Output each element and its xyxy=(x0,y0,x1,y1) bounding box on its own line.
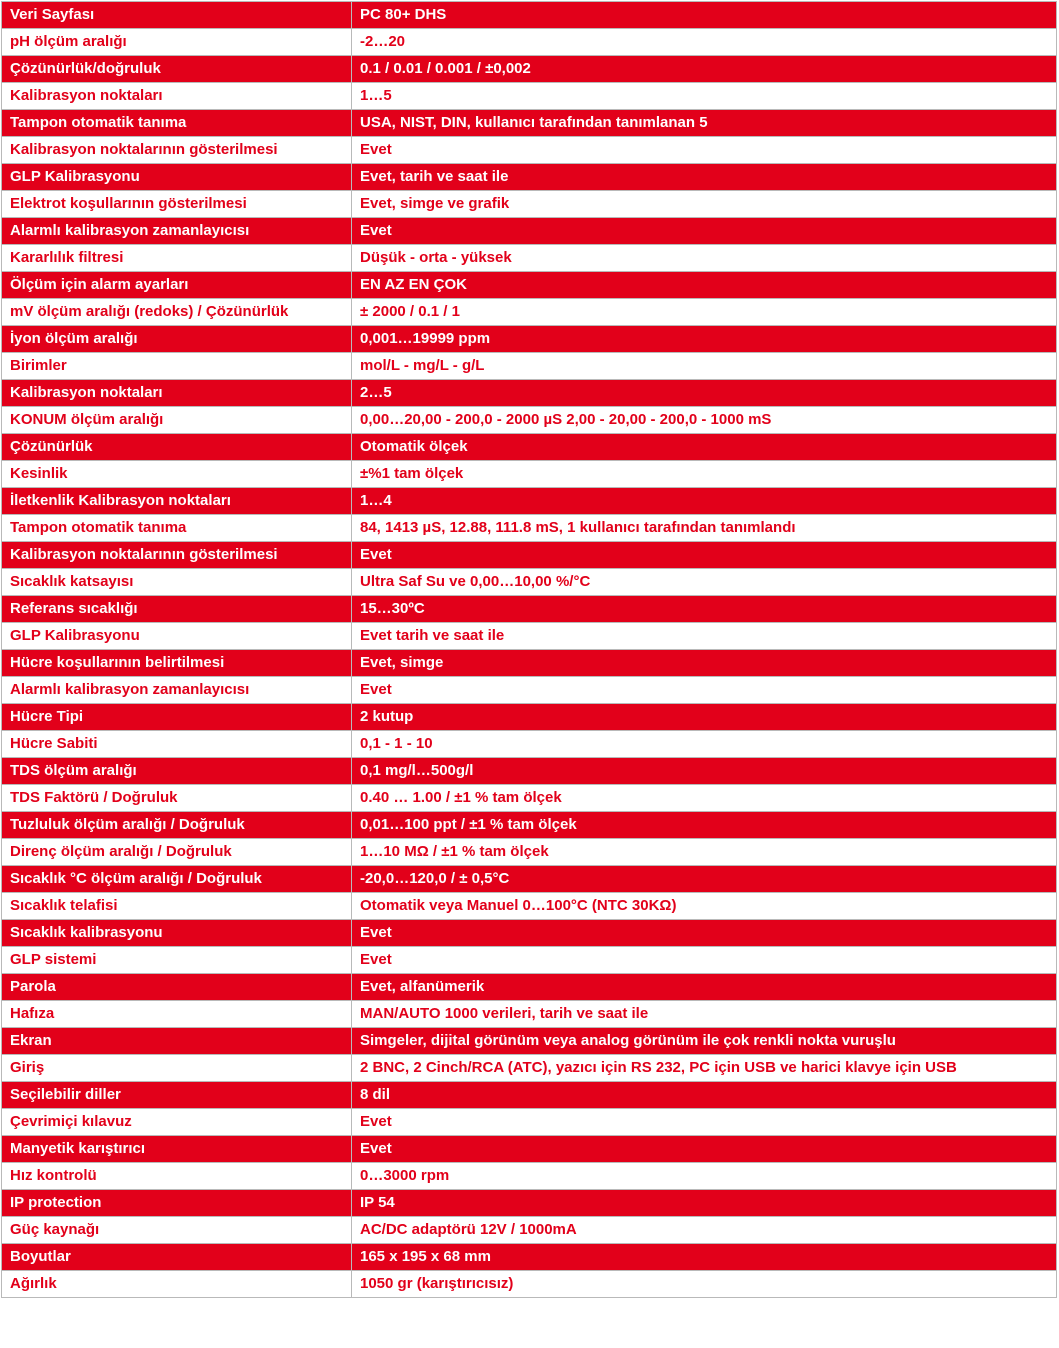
spec-value: EN AZ EN ÇOK xyxy=(352,272,1057,299)
table-row xyxy=(2,110,1057,137)
table-row xyxy=(2,353,1057,380)
spec-label: Referans sıcaklığı xyxy=(2,596,352,623)
spec-label: Manyetik karıştırıcı xyxy=(2,1136,352,1163)
spec-label: Çözünürlük/doğruluk xyxy=(2,56,352,83)
spec-value: 1…5 xyxy=(352,83,1057,110)
table-row xyxy=(2,326,1057,353)
spec-value: Evet xyxy=(352,947,1057,974)
spec-value: Evet, alfanümerik xyxy=(352,974,1057,1001)
spec-value: ± 2000 / 0.1 / 1 xyxy=(352,299,1057,326)
spec-label: Tampon otomatik tanıma xyxy=(2,515,352,542)
spec-value: IP 54 xyxy=(352,1190,1057,1217)
spec-value: Düşük - orta - yüksek xyxy=(352,245,1057,272)
spec-label: Tampon otomatik tanıma xyxy=(2,110,352,137)
table-row xyxy=(2,461,1057,488)
spec-value: Evet, simge ve grafik xyxy=(352,191,1057,218)
spec-label: Ekran xyxy=(2,1028,352,1055)
spec-label: GLP Kalibrasyonu xyxy=(2,164,352,191)
table-row xyxy=(2,704,1057,731)
spec-label: Direnç ölçüm aralığı / Doğruluk xyxy=(2,839,352,866)
table-row xyxy=(2,434,1057,461)
table-row xyxy=(2,677,1057,704)
spec-value: Simgeler, dijital görünüm veya analog görünüm ile çok renkli nokta vuruşlu xyxy=(352,1028,1057,1055)
table-row xyxy=(2,2,1057,29)
spec-label: KONUM ölçüm aralığı xyxy=(2,407,352,434)
table-row xyxy=(2,515,1057,542)
spec-label: Giriş xyxy=(2,1055,352,1082)
spec-value: Evet xyxy=(352,1109,1057,1136)
spec-label: Kalibrasyon noktalarının gösterilmesi xyxy=(2,542,352,569)
spec-label: Hücre koşullarının belirtilmesi xyxy=(2,650,352,677)
spec-value: MAN/AUTO 1000 verileri, tarih ve saat ile xyxy=(352,1001,1057,1028)
spec-label: IP protection xyxy=(2,1190,352,1217)
table-row xyxy=(2,488,1057,515)
datasheet-table xyxy=(1,1,1057,1298)
spec-label: Sıcaklık katsayısı xyxy=(2,569,352,596)
table-row xyxy=(2,1217,1057,1244)
table-row xyxy=(2,1001,1057,1028)
table-row xyxy=(2,1163,1057,1190)
table-row xyxy=(2,812,1057,839)
spec-label: Seçilebilir diller xyxy=(2,1082,352,1109)
spec-value: Evet tarih ve saat ile xyxy=(352,623,1057,650)
spec-value: 0,01…100 ppt / ±1 % tam ölçek xyxy=(352,812,1057,839)
table-row xyxy=(2,1190,1057,1217)
spec-label: İyon ölçüm aralığı xyxy=(2,326,352,353)
spec-value: Evet xyxy=(352,218,1057,245)
spec-value: Evet xyxy=(352,1136,1057,1163)
spec-value: Evet xyxy=(352,677,1057,704)
spec-value: ±%1 tam ölçek xyxy=(352,461,1057,488)
spec-value: Evet xyxy=(352,920,1057,947)
spec-label: Kesinlik xyxy=(2,461,352,488)
table-row xyxy=(2,272,1057,299)
spec-label: Sıcaklık kalibrasyonu xyxy=(2,920,352,947)
spec-label: Güç kaynağı xyxy=(2,1217,352,1244)
spec-value: 1…10 MΩ / ±1 % tam ölçek xyxy=(352,839,1057,866)
spec-value: -20,0…120,0 / ± 0,5°C xyxy=(352,866,1057,893)
table-row xyxy=(2,299,1057,326)
spec-value: USA, NIST, DIN, kullanıcı tarafından tanımlanan 5 xyxy=(352,110,1057,137)
table-row xyxy=(2,893,1057,920)
spec-value: Evet, simge xyxy=(352,650,1057,677)
table-row xyxy=(2,623,1057,650)
spec-value: 84, 1413 µS, 12.88, 111.8 mS, 1 kullanıcı tarafından tanımlandı xyxy=(352,515,1057,542)
spec-value: PC 80+ DHS xyxy=(352,2,1057,29)
table-row xyxy=(2,1028,1057,1055)
table-row xyxy=(2,947,1057,974)
table-row xyxy=(2,1055,1057,1082)
spec-label: Sıcaklık °C ölçüm aralığı / Doğruluk xyxy=(2,866,352,893)
table-row xyxy=(2,137,1057,164)
spec-value: 0.1 / 0.01 / 0.001 / ±0,002 xyxy=(352,56,1057,83)
table-row xyxy=(2,29,1057,56)
spec-label: GLP sistemi xyxy=(2,947,352,974)
spec-label: Hız kontrolü xyxy=(2,1163,352,1190)
table-row xyxy=(2,650,1057,677)
table-row xyxy=(2,569,1057,596)
spec-label: GLP Kalibrasyonu xyxy=(2,623,352,650)
table-row xyxy=(2,407,1057,434)
spec-label: Kalibrasyon noktalarının gösterilmesi xyxy=(2,137,352,164)
spec-label: Elektrot koşullarının gösterilmesi xyxy=(2,191,352,218)
table-row xyxy=(2,839,1057,866)
table-row xyxy=(2,245,1057,272)
spec-label: Birimler xyxy=(2,353,352,380)
table-row xyxy=(2,56,1057,83)
spec-value: 0,001…19999 ppm xyxy=(352,326,1057,353)
table-row xyxy=(2,542,1057,569)
spec-label: Kararlılık filtresi xyxy=(2,245,352,272)
spec-label: Ölçüm için alarm ayarları xyxy=(2,272,352,299)
table-row xyxy=(2,974,1057,1001)
spec-value: 2…5 xyxy=(352,380,1057,407)
spec-label: Çözünürlük xyxy=(2,434,352,461)
spec-value: 0,1 mg/l…500g/l xyxy=(352,758,1057,785)
spec-value: Otomatik veya Manuel 0…100°C (NTC 30KΩ) xyxy=(352,893,1057,920)
spec-value: Evet, tarih ve saat ile xyxy=(352,164,1057,191)
spec-label: Hafıza xyxy=(2,1001,352,1028)
table-row xyxy=(2,785,1057,812)
table-row xyxy=(2,218,1057,245)
spec-value: Ultra Saf Su ve 0,00…10,00 %/°C xyxy=(352,569,1057,596)
table-row xyxy=(2,596,1057,623)
table-row xyxy=(2,731,1057,758)
spec-value: mol/L - mg/L - g/L xyxy=(352,353,1057,380)
spec-value: 1050 gr (karıştırıcısız) xyxy=(352,1271,1057,1298)
spec-label: Boyutlar xyxy=(2,1244,352,1271)
table-row xyxy=(2,1136,1057,1163)
spec-label: Kalibrasyon noktaları xyxy=(2,380,352,407)
table-row xyxy=(2,920,1057,947)
spec-label: Hücre Sabiti xyxy=(2,731,352,758)
spec-label: TDS Faktörü / Doğruluk xyxy=(2,785,352,812)
spec-value: 0.40 … 1.00 / ±1 % tam ölçek xyxy=(352,785,1057,812)
spec-label: Parola xyxy=(2,974,352,1001)
datasheet-body xyxy=(2,2,1057,1298)
spec-label: Tuzluluk ölçüm aralığı / Doğruluk xyxy=(2,812,352,839)
spec-label: pH ölçüm aralığı xyxy=(2,29,352,56)
spec-value: -2…20 xyxy=(352,29,1057,56)
table-row xyxy=(2,380,1057,407)
spec-value: 1…4 xyxy=(352,488,1057,515)
table-row xyxy=(2,83,1057,110)
spec-value: 8 dil xyxy=(352,1082,1057,1109)
spec-value: 15…30ºC xyxy=(352,596,1057,623)
spec-value: 2 BNC, 2 Cinch/RCA (ATC), yazıcı için RS 232, PC için USB ve harici klavye için USB xyxy=(352,1055,1057,1082)
spec-label: Alarmlı kalibrasyon zamanlayıcısı xyxy=(2,677,352,704)
spec-label: Veri Sayfası xyxy=(2,2,352,29)
spec-value: Evet xyxy=(352,542,1057,569)
spec-label: Alarmlı kalibrasyon zamanlayıcısı xyxy=(2,218,352,245)
table-row xyxy=(2,191,1057,218)
spec-label: Çevrimiçi kılavuz xyxy=(2,1109,352,1136)
table-row xyxy=(2,1271,1057,1298)
spec-value: Otomatik ölçek xyxy=(352,434,1057,461)
table-row xyxy=(2,1109,1057,1136)
spec-label: İletkenlik Kalibrasyon noktaları xyxy=(2,488,352,515)
spec-label: Sıcaklık telafisi xyxy=(2,893,352,920)
table-row xyxy=(2,866,1057,893)
table-row xyxy=(2,758,1057,785)
spec-label: mV ölçüm aralığı (redoks) / Çözünürlük xyxy=(2,299,352,326)
spec-value: 2 kutup xyxy=(352,704,1057,731)
spec-label: Hücre Tipi xyxy=(2,704,352,731)
spec-value: 0,1 - 1 - 10 xyxy=(352,731,1057,758)
spec-value: AC/DC adaptörü 12V / 1000mA xyxy=(352,1217,1057,1244)
spec-value: Evet xyxy=(352,137,1057,164)
spec-label: Kalibrasyon noktaları xyxy=(2,83,352,110)
spec-value: 165 x 195 x 68 mm xyxy=(352,1244,1057,1271)
spec-value: 0,00…20,00 - 200,0 - 2000 µS 2,00 - 20,00 - 200,0 - 1000 mS xyxy=(352,407,1057,434)
spec-label: TDS ölçüm aralığı xyxy=(2,758,352,785)
table-row xyxy=(2,164,1057,191)
spec-value: 0…3000 rpm xyxy=(352,1163,1057,1190)
table-row xyxy=(2,1082,1057,1109)
spec-label: Ağırlık xyxy=(2,1271,352,1298)
table-row xyxy=(2,1244,1057,1271)
